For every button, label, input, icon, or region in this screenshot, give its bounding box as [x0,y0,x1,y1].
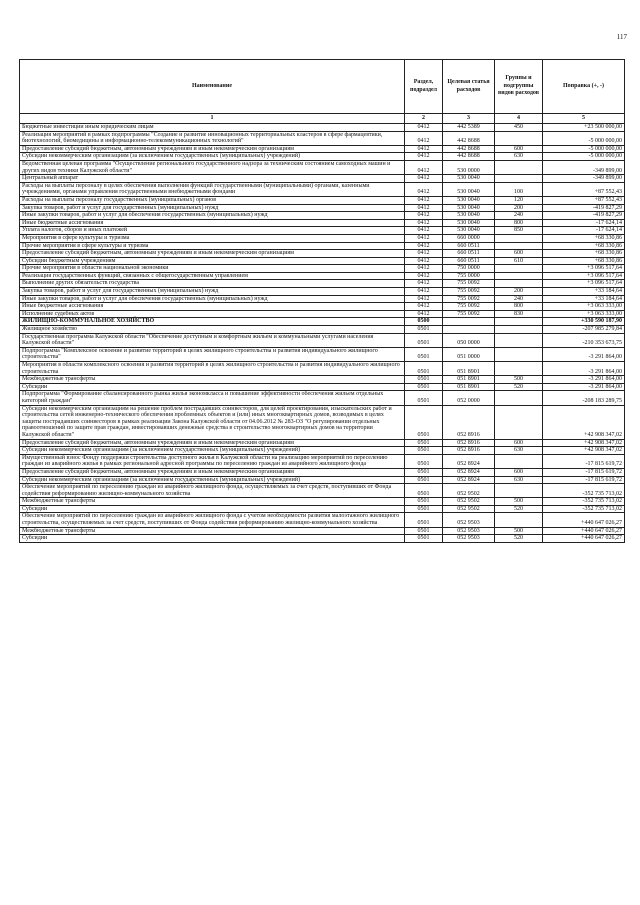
row-group-cell [495,326,543,334]
row-group-cell: 600 [495,250,543,258]
row-amount-cell: -3 291 864,00 [543,347,625,361]
row-target-cell: 051 8901 [443,376,495,384]
row-name-cell: Субсидии [20,505,405,513]
table-row [20,405,625,439]
row-section-cell: 0501 [405,484,443,498]
row-group-cell: 830 [495,310,543,318]
row-group-cell: 450 [495,124,543,132]
row-name-cell: Межбюджетные трансферты [20,376,405,384]
row-section-cell: 0412 [405,250,443,258]
table-row [20,160,625,174]
row-section-cell: 0501 [405,454,443,468]
row-target-cell: 755 0092 [443,310,495,318]
row-target-cell: 442 8688 [443,131,495,145]
row-target-cell: 052 9502 [443,505,495,513]
row-section-cell: 0501 [405,333,443,347]
row-name-cell: Субсидии [20,383,405,391]
row-target-cell [443,318,495,326]
row-name-cell: Подпрограмма "Комплексное освоение и развитие территорий в целях жилищного строительства и развития индивидуального жилищного строительства" [20,347,405,361]
row-name-cell: Реализация государственных функций, связанных с общегосударственным управлением [20,272,405,280]
row-section-cell: 0412 [405,272,443,280]
row-target-cell: 530 0040 [443,196,495,204]
row-target-cell [443,326,495,334]
row-name-cell: Межбюджетные трансферты [20,527,405,535]
row-target-cell: 442 8688 [443,145,495,153]
table-row [20,212,625,220]
row-group-cell [495,454,543,468]
table-row [20,454,625,468]
row-target-cell: 052 9502 [443,498,495,506]
row-amount-cell: -207 985 279,84 [543,326,625,334]
row-amount-cell: +440 647 026,27 [543,535,625,543]
table-row [20,476,625,484]
row-group-cell [495,280,543,288]
row-group-cell [495,318,543,326]
row-target-cell: 755 0092 [443,280,495,288]
row-group-cell: 500 [495,498,543,506]
header-name: Наименование [20,60,405,114]
row-target-cell: 052 9503 [443,513,495,527]
row-amount-cell: +68 330,86 [543,250,625,258]
table-row [20,196,625,204]
table-row [20,272,625,280]
table-row [20,447,625,455]
row-name-cell: Подпрограмма "Формирование сбалансированного рынка жилья экономкласса и повышение эффективности обеспечения жильем отдельных категорий граждан" [20,391,405,405]
row-section-cell: 0501 [405,376,443,384]
row-name-cell: Субсидии некоммерческим организациям на решение проблем пострадавших соинвесторов, для целей проектирования, изыскательских работ и строительства сетей инженерно-технического обеспечения проблемных объектов и (или) иных многоквартирных домов, возводимых в целях защиты пострадавших соинвесторов в рамках реализации Закона Калужской области от 04.06.2012 № 283-ОЗ "О регулировании отдельных правоотношений по защите прав граждан, инвестировавших денежные средства в строительство многоквартирных домов на территории Калужской области" [20,405,405,439]
row-name-cell: Иные закупки товаров, работ и услуг для обеспечения государственных (муниципальных) нужд [20,295,405,303]
row-group-cell: 240 [495,295,543,303]
row-name-cell: Предоставление субсидий бюджетным, автономным учреждениям и иным некоммерческим организациям [20,145,405,153]
row-target-cell: 052 9503 [443,535,495,543]
row-target-cell: 052 9503 [443,527,495,535]
row-amount-cell: -419 827,29 [543,212,625,220]
row-target-cell: 530 0040 [443,219,495,227]
row-name-cell: Прочие мероприятия в области национальной экономики [20,265,405,273]
row-name-cell: Иные бюджетные ассигнования [20,303,405,311]
row-section-cell: 0501 [405,326,443,334]
column-number: 2 [405,114,443,124]
row-section-cell: 0412 [405,153,443,161]
row-target-cell: 660 0511 [443,242,495,250]
row-section-cell: 0412 [405,265,443,273]
table-row [20,257,625,265]
row-amount-cell: -352 735 713,02 [543,484,625,498]
row-amount-cell: +87 552,43 [543,182,625,196]
row-amount-cell: -349 899,00 [543,175,625,183]
row-group-cell: 200 [495,204,543,212]
row-group-cell: 520 [495,383,543,391]
header-section: Раздел, подраздел [405,60,443,114]
row-amount-cell: +68 330,86 [543,257,625,265]
row-amount-cell: -352 735 713,02 [543,498,625,506]
row-section-cell: 0412 [405,295,443,303]
row-group-cell [495,513,543,527]
row-section-cell: 0412 [405,310,443,318]
column-number: 1 [20,114,405,124]
row-section-cell: 0501 [405,535,443,543]
row-section-cell: 0412 [405,303,443,311]
row-group-cell [495,484,543,498]
row-section-cell: 0412 [405,227,443,235]
row-name-cell: Ведомственная целевая программа "Осуществление регионального государственного надзора за техническим состоянием самоходных машин и других видов техники Калужской области" [20,160,405,174]
row-name-cell: Субсидии некоммерческим организациям (за исключением государственных (муниципальных) учреждений) [20,153,405,161]
row-name-cell: Центральный аппарат [20,175,405,183]
row-name-cell: Расходы на выплаты персоналу в целях обеспечения выполнения функций государственными (муниципальными) органами, казенными учреждениями, органами управления государственными внебюджетными фондами [20,182,405,196]
row-section-cell: 0412 [405,234,443,242]
row-section-cell: 0412 [405,160,443,174]
row-amount-cell: -17 624,14 [543,219,625,227]
row-amount-cell: -17 815 619,72 [543,476,625,484]
table-row [20,484,625,498]
row-amount-cell: -5 000 000,00 [543,145,625,153]
row-name-cell: Субсидии бюджетным учреждениям [20,257,405,265]
row-amount-cell: -3 291 864,00 [543,376,625,384]
row-amount-cell: +440 647 026,27 [543,513,625,527]
row-group-cell: 630 [495,153,543,161]
row-name-cell: Исполнение судебных актов [20,310,405,318]
table-row [20,182,625,196]
row-target-cell: 530 0040 [443,175,495,183]
row-section-cell: 0501 [405,505,443,513]
row-amount-cell: +330 590 187,90 [543,318,625,326]
row-amount-cell: -17 815 619,72 [543,454,625,468]
row-amount-cell: -3 291 864,00 [543,362,625,376]
row-name-cell: Субсидии [20,535,405,543]
row-amount-cell: -352 735 713,02 [543,505,625,513]
row-section-cell: 0412 [405,280,443,288]
row-amount-cell: +68 330,86 [543,234,625,242]
table-row [20,468,625,476]
row-amount-cell: -17 815 619,72 [543,468,625,476]
row-name-cell: ЖИЛИЩНО-КОММУНАЛЬНОЕ ХОЗЯЙСТВО [20,318,405,326]
table-row [20,383,625,391]
table-row [20,234,625,242]
header-amendment: Поправка (+, -) [543,60,625,114]
row-group-cell: 240 [495,212,543,220]
row-target-cell: 755 0000 [443,272,495,280]
page-number: 117 [616,33,627,41]
row-section-cell: 0501 [405,383,443,391]
row-target-cell: 750 0000 [443,265,495,273]
table-row [20,326,625,334]
table-row [20,498,625,506]
row-amount-cell: +440 647 026,27 [543,527,625,535]
row-group-cell [495,242,543,250]
table-row [20,175,625,183]
row-section-cell: 0412 [405,204,443,212]
row-name-cell: Иные закупки товаров, работ и услуг для обеспечения государственных (муниципальных) нужд [20,212,405,220]
row-name-cell: Государственная программа Калужской области "Обеспечение доступным и комфортным жильем и коммунальными услугами населения Калужской области" [20,333,405,347]
row-amount-cell: +33 184,64 [543,295,625,303]
table-row [20,153,625,161]
row-section-cell: 0412 [405,257,443,265]
row-target-cell: 052 8916 [443,439,495,447]
row-amount-cell: +3 096 517,64 [543,265,625,273]
header-target: Целевая статья расходов [443,60,495,114]
row-group-cell: 500 [495,527,543,535]
row-group-cell [495,265,543,273]
table-row [20,219,625,227]
table-row [20,131,625,145]
row-target-cell: 660 0511 [443,250,495,258]
row-target-cell: 755 0092 [443,288,495,296]
table-row [20,376,625,384]
table-row [20,505,625,513]
table-row [20,527,625,535]
row-section-cell: 0501 [405,468,443,476]
row-amount-cell: +87 552,43 [543,196,625,204]
row-amount-cell: +42 908 347,02 [543,439,625,447]
column-number: 3 [443,114,495,124]
row-group-cell: 850 [495,227,543,235]
table-row [20,288,625,296]
row-group-cell: 630 [495,447,543,455]
row-target-cell: 052 0000 [443,391,495,405]
row-amount-cell: +3 063 333,00 [543,310,625,318]
row-section-cell: 0501 [405,447,443,455]
row-name-cell: Прочие мероприятия в сфере культуры и туризма [20,242,405,250]
row-target-cell: 530 0040 [443,227,495,235]
row-name-cell: Субсидии некоммерческим организациям (за исключением государственных (муниципальных) учреждений) [20,447,405,455]
row-section-cell: 0412 [405,131,443,145]
row-target-cell: 530 0040 [443,212,495,220]
row-group-cell: 630 [495,476,543,484]
row-target-cell: 052 8916 [443,447,495,455]
row-section-cell: 0412 [405,196,443,204]
row-amount-cell: +3 096 517,64 [543,280,625,288]
row-group-cell [495,234,543,242]
table-row [20,391,625,405]
row-amount-cell: +42 908 347,02 [543,447,625,455]
row-target-cell: 660 0511 [443,257,495,265]
row-group-cell [495,131,543,145]
row-section-cell: 0412 [405,175,443,183]
row-section-cell: 0412 [405,145,443,153]
row-target-cell: 442 5389 [443,124,495,132]
row-group-cell: 120 [495,196,543,204]
table-row [20,318,625,326]
row-target-cell: 755 0092 [443,295,495,303]
row-group-cell: 800 [495,219,543,227]
row-name-cell: Имущественный взнос Фонду поддержки строительства доступного жилья в Калужской области на реализацию мероприятий по переселению граждан из аварийного жилья в рамках региональной адресной программы по переселению граждан из аварийного жилищного фонда [20,454,405,468]
table-row [20,265,625,273]
row-target-cell: 052 8924 [443,454,495,468]
row-section-cell: 0501 [405,498,443,506]
row-amount-cell: -208 183 289,75 [543,391,625,405]
table-row [20,347,625,361]
table-row [20,303,625,311]
table-header [20,60,625,124]
row-group-cell [495,405,543,439]
table-row [20,333,625,347]
row-target-cell: 755 0092 [443,303,495,311]
row-group-cell: 520 [495,535,543,543]
row-target-cell: 052 8916 [443,405,495,439]
table-row [20,310,625,318]
row-name-cell: Жилищное хозяйство [20,326,405,334]
row-group-cell: 100 [495,182,543,196]
row-target-cell: 050 0000 [443,333,495,347]
row-target-cell: 052 8924 [443,468,495,476]
row-target-cell: 530 0040 [443,204,495,212]
row-name-cell: Предоставление субсидий бюджетным, автономным учреждениям и иным некоммерческим организациям [20,439,405,447]
row-target-cell: 530 0040 [443,182,495,196]
row-amount-cell: -419 827,29 [543,204,625,212]
row-name-cell: Мероприятия в сфере культуры и туризма [20,234,405,242]
row-target-cell: 051 0000 [443,347,495,361]
table-row [20,204,625,212]
row-group-cell [495,362,543,376]
row-amount-cell: -17 624,14 [543,227,625,235]
row-name-cell: Закупка товаров, работ и услуг для государственных (муниципальных) нужд [20,288,405,296]
row-section-cell: 0412 [405,219,443,227]
row-name-cell: Обеспечение мероприятий по переселению граждан из аварийного жилищного фонда с учетом необходимости развития малоэтажного жилищного строительства, осуществляемых за счет средств, поступивших от Фонда содействия реформированию жилищно-коммунального хозяйства [20,513,405,527]
row-name-cell: Уплата налогов, сборов и иных платежей [20,227,405,235]
row-target-cell: 051 8901 [443,362,495,376]
row-amount-cell: +3 096 517,64 [543,272,625,280]
row-name-cell: Закупка товаров, работ и услуг для государственных (муниципальных) нужд [20,204,405,212]
row-name-cell: Иные бюджетные ассигнования [20,219,405,227]
row-name-cell: Межбюджетные трансферты [20,498,405,506]
budget-amendments-table [19,59,625,543]
table-row [20,242,625,250]
row-amount-cell: -349 899,00 [543,160,625,174]
row-section-cell: 0501 [405,476,443,484]
row-name-cell: Расходы на выплаты персоналу государственных (муниципальных) органов [20,196,405,204]
table-row [20,362,625,376]
row-section-cell: 0501 [405,405,443,439]
header-group: Группы и подгруппы видов расходов [495,60,543,114]
row-amount-cell: -5 000 000,00 [543,153,625,161]
row-section-cell: 0412 [405,124,443,132]
table-row [20,124,625,132]
row-amount-cell: +3 063 333,00 [543,303,625,311]
row-section-cell: 0412 [405,212,443,220]
row-section-cell: 0501 [405,439,443,447]
row-amount-cell: +42 908 347,02 [543,405,625,439]
row-name-cell: Предоставление субсидий бюджетным, автономным учреждениям и иным некоммерческим организациям [20,250,405,258]
table-row [20,295,625,303]
row-target-cell: 052 9502 [443,484,495,498]
row-name-cell: Реализация мероприятий в рамках подпрограммы "Создание и развитие инновационных территориальных кластеров в сфере фармацевтики, биотехнологий, биомедицины и информационно-телекоммуникационных технологий" [20,131,405,145]
row-section-cell: 0412 [405,288,443,296]
row-amount-cell: -210 353 673,75 [543,333,625,347]
row-name-cell: Обеспечение мероприятий по переселению граждан из аварийного жилищного фонда, осуществляемых за счет средств, поступивших от Фонда содействия реформированию жилищно-коммунального хозяйства [20,484,405,498]
row-name-cell: Предоставление субсидий бюджетным, автономным учреждениям и иным некоммерческим организациям [20,468,405,476]
row-section-cell: 0500 [405,318,443,326]
row-target-cell: 052 8924 [443,476,495,484]
row-group-cell: 600 [495,439,543,447]
row-group-cell: 600 [495,145,543,153]
row-group-cell: 610 [495,257,543,265]
row-group-cell [495,333,543,347]
row-name-cell: Выполнение других обязательств государства [20,280,405,288]
row-amount-cell: +33 184,64 [543,288,625,296]
row-group-cell [495,391,543,405]
row-group-cell [495,175,543,183]
row-target-cell: 442 8688 [443,153,495,161]
row-group-cell [495,347,543,361]
row-name-cell: Субсидии некоммерческим организациям (за исключением государственных (муниципальных) учреждений) [20,476,405,484]
row-group-cell: 800 [495,303,543,311]
table-row [20,535,625,543]
table-row [20,513,625,527]
table-row [20,250,625,258]
row-name-cell: Мероприятия в области комплексного освоения и развития территорий в целях жилищного строительства и развития индивидуального жилищного строительства [20,362,405,376]
row-section-cell: 0412 [405,242,443,250]
row-name-cell: Бюджетные инвестиции иным юридическим лицам [20,124,405,132]
row-target-cell: 051 8901 [443,383,495,391]
row-section-cell: 0501 [405,527,443,535]
table-row [20,439,625,447]
row-section-cell: 0501 [405,347,443,361]
row-section-cell: 0501 [405,391,443,405]
row-group-cell: 520 [495,505,543,513]
row-section-cell: 0501 [405,362,443,376]
row-group-cell [495,272,543,280]
row-amount-cell: -5 000 000,00 [543,131,625,145]
row-group-cell [495,160,543,174]
row-group-cell: 500 [495,376,543,384]
table-row [20,145,625,153]
table-row [20,227,625,235]
row-amount-cell: +23 500 000,00 [543,124,625,132]
row-section-cell: 0501 [405,513,443,527]
row-group-cell: 200 [495,288,543,296]
row-amount-cell: -3 291 864,00 [543,383,625,391]
table-body [20,124,625,543]
row-amount-cell: +68 330,86 [543,242,625,250]
row-section-cell: 0412 [405,182,443,196]
table-row [20,280,625,288]
column-number: 4 [495,114,543,124]
column-number: 5 [543,114,625,124]
row-target-cell: 530 0000 [443,160,495,174]
row-target-cell: 660 0000 [443,234,495,242]
row-group-cell: 600 [495,468,543,476]
